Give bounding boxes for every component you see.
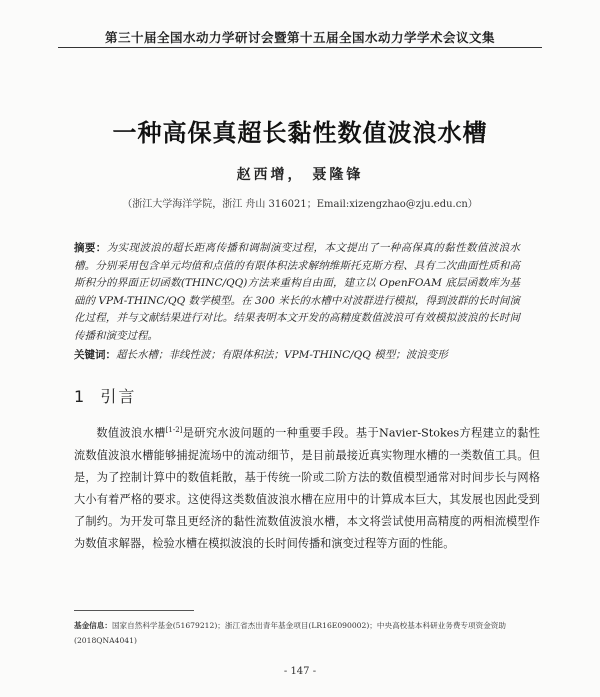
abstract-label: 摘要： bbox=[74, 242, 107, 254]
running-header: 第三十届全国水动力学研讨会暨第十五届全国水动力学学术会议文集 bbox=[104, 30, 495, 45]
section-title: 引言 bbox=[100, 387, 137, 406]
page-number: - 147 - bbox=[283, 666, 317, 677]
keywords bbox=[74, 347, 520, 362]
header-rule bbox=[58, 47, 542, 48]
footnote bbox=[74, 618, 540, 648]
footnote-text: 国家自然科学基金(51679212)；浙江省杰出青年基金项目(LR16E090002)；中央高校基本科研业务费专项资金资助(2018QNA4041) bbox=[74, 621, 506, 645]
intro-paragraph bbox=[74, 419, 540, 555]
section-number: 1 bbox=[74, 387, 87, 406]
citation-ref: [1-2] bbox=[165, 426, 183, 434]
abstract-text: 为实现波浪的超长距离传播和调制演变过程，本文提出了一种高保真的黏性数值波浪水槽。分别采用包含单元均值和点值的有限体积法求解纳维斯托克斯方程、具有二次曲面性质和高斯积分的界面正切函数(THINC/QQ)方法来重构自由面，建立以 OpenFOAM 底层函数库为基础的 VPM-THINC/QQ 数学模型。在 300 米长的水槽中对波群进行模拟，得到波群的长时间演化过程，并与文献结果进行对比。结果表明本文开发的高精度数值波浪可有效模拟波浪的长时间传播和演变过程。 bbox=[74, 242, 521, 342]
intro-part2: 是研究水波问题的一种重要手段。基于Navier-Stokes方程建立的黏性流数值波浪水槽能够捕捉流场中的流动细节，是目前最接近真实物理水槽的一类数值工具。但是，为了控制计算中的数值耗散，基于传统一阶或二阶方法的数值模型通常对时间步长与网格大小有着严格的要求。这使得这类数值波浪水槽在应用中的计算成本巨大，其发展也因此受到了制约。为开发可靠且更经济的黏性流数值波浪水槽，本文将尝试使用高精度的两相流模型作为数值求解器，检验水槽在模拟波浪的长时间传播和演变过程等方面的性能。 bbox=[74, 426, 540, 550]
abstract bbox=[74, 240, 520, 345]
footnote-label: 基金信息： bbox=[74, 621, 112, 630]
authors: 赵西增， 聂隆锋 bbox=[236, 167, 364, 183]
intro-part1: 数值波浪水槽 bbox=[96, 426, 166, 440]
keywords-text: 超长水槽；非线性波；有限体积法；VPM-THINC/QQ 模型；波浪变形 bbox=[116, 349, 448, 361]
affiliation: （浙江大学海洋学院，浙江 舟山 316021；Email:xizengzhao@zju.edu.cn） bbox=[122, 199, 478, 210]
paper-title: 一种高保真超长黏性数值波浪水槽 bbox=[112, 119, 488, 147]
keywords-label: 关键词： bbox=[74, 349, 116, 361]
footnote-rule bbox=[74, 610, 194, 611]
section-heading bbox=[74, 384, 136, 407]
